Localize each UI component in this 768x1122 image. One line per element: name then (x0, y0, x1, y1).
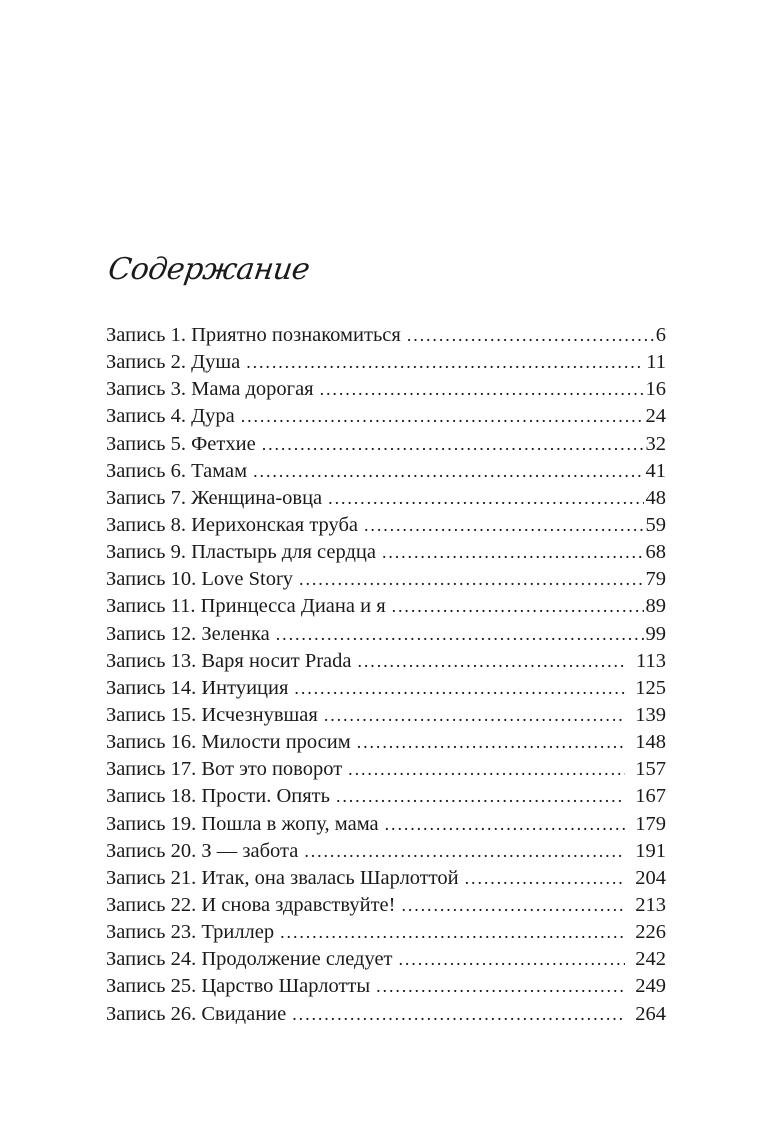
toc-entry-page-number: 125 (635, 676, 666, 699)
dot-leader (392, 593, 644, 620)
dot-leader (385, 811, 626, 838)
toc-entry-label: Запись 12. Зеленка (106, 622, 270, 645)
toc-entry-label: Запись 4. Дура (106, 405, 235, 428)
toc-entry-page-number: 6 (655, 324, 666, 346)
dot-leader (401, 892, 625, 919)
toc-entry-label: Запись 1. Приятно познакомиться (106, 324, 401, 346)
toc-entry-label: Запись 26. Свидание (106, 1002, 287, 1025)
toc-title: Содержание (106, 252, 312, 287)
toc-entry-label: Запись 8. Иерихонская труба (106, 513, 359, 536)
toc-entry (106, 403, 666, 430)
toc-entry-page-number: 99 (645, 622, 666, 645)
toc-entry-label: Запись 11. Принцесса Диана и я (106, 595, 386, 618)
toc-entry (106, 702, 666, 729)
toc-entry-label: Запись 18. Прости. Опять (106, 785, 330, 808)
toc-entry-label: Запись 6. Тамам (106, 459, 248, 482)
toc-entry (106, 512, 666, 539)
toc-entry (106, 729, 666, 756)
toc-entry-page-number: 139 (635, 703, 666, 726)
toc-entry-page-number: 249 (635, 975, 666, 998)
toc-entry-label: Запись 9. Пластырь для сердца (106, 541, 376, 564)
toc-entry-page-number: 167 (635, 785, 666, 808)
toc-entry (106, 322, 666, 349)
toc-entry (106, 892, 666, 919)
toc-entry-page-number: 148 (635, 731, 666, 754)
toc-entry-page-number: 32 (645, 432, 666, 455)
dot-leader (241, 403, 644, 430)
toc-entry-page-number: 213 (635, 893, 666, 916)
toc-entry-page-number: 68 (645, 541, 666, 564)
dot-leader (357, 729, 626, 756)
toc-entry-page-number: 204 (635, 866, 666, 889)
toc-entry (106, 566, 666, 593)
toc-entry-label: Запись 20. З — забота (106, 839, 299, 862)
toc-entry-label: Запись 21. Итак, она звалась Шарлоттой (106, 866, 459, 889)
toc-entry-label: Запись 17. Вот это поворот (106, 758, 343, 781)
toc-entry (106, 431, 666, 458)
dot-leader (253, 458, 643, 485)
toc-entry-page-number: 179 (635, 812, 666, 835)
toc-entry (106, 865, 666, 892)
toc-entry (106, 349, 666, 376)
toc-entry (106, 675, 666, 702)
toc-entry-label: Запись 16. Милости просим (106, 731, 351, 754)
toc-entry (106, 973, 666, 1000)
toc-entry (106, 593, 666, 620)
dot-leader (382, 539, 644, 566)
toc-entry-page-number: 191 (635, 839, 666, 862)
toc-entry-label: Запись 15. Исчезнувшая (106, 703, 318, 726)
toc-entry-label: Запись 2. Душа (106, 351, 241, 374)
dot-leader (299, 566, 643, 593)
toc-entry (106, 811, 666, 838)
dot-leader (262, 431, 644, 458)
toc-entry-page-number: 264 (635, 1002, 666, 1025)
dot-leader (292, 1001, 625, 1028)
toc-entry (106, 376, 666, 403)
toc-entry-page-number: 242 (635, 948, 666, 971)
toc-entry (106, 919, 666, 946)
toc-entry-page-number: 41 (645, 459, 666, 482)
toc-entry (106, 621, 666, 648)
toc-entry-label: Запись 25. Царство Шарлотты (106, 975, 371, 998)
toc-entry-label: Запись 5. Фетхие (106, 432, 256, 455)
toc-entry (106, 756, 666, 783)
dot-leader (336, 783, 625, 810)
toc-entry (106, 648, 666, 675)
dot-leader (294, 675, 625, 702)
dot-leader (465, 865, 626, 892)
toc-entry-label: Запись 7. Женщина-овца (106, 486, 323, 509)
toc-entry-label: Запись 10. Love Story (106, 568, 294, 591)
dot-leader (376, 973, 625, 1000)
toc-entry-label: Запись 3. Мама дорогая (106, 378, 314, 401)
dot-leader (328, 485, 643, 512)
toc-entry-page-number: 157 (635, 758, 666, 781)
toc-entry-page-number: 113 (636, 649, 666, 672)
dot-leader (324, 702, 625, 729)
dot-leader (358, 648, 627, 675)
toc-entry-page-number: 79 (645, 568, 666, 591)
toc-entry-label: Запись 24. Продолжение следует (106, 948, 393, 971)
toc-entry-page-number: 11 (646, 351, 666, 374)
toc-entry (106, 1001, 666, 1028)
dot-leader (246, 349, 644, 376)
toc-entry (106, 539, 666, 566)
toc-entry-page-number: 24 (645, 405, 666, 428)
toc-entry-page-number: 226 (635, 921, 666, 944)
dot-leader (348, 756, 625, 783)
toc-entry-label: Запись 22. И снова здравствуйте! (106, 893, 396, 916)
toc-entry-label: Запись 14. Интуиция (106, 676, 289, 699)
dot-leader (364, 512, 643, 539)
toc-entry (106, 838, 666, 865)
toc-entry (106, 458, 666, 485)
toc-entry-page-number: 48 (645, 486, 666, 509)
toc-list (106, 322, 666, 1028)
toc-entry-page-number: 16 (645, 378, 666, 401)
dot-leader (320, 376, 644, 403)
dot-leader (399, 946, 626, 973)
toc-entry (106, 946, 666, 973)
toc-entry-page-number: 89 (645, 595, 666, 618)
toc-entry-label: Запись 23. Триллер (106, 921, 275, 944)
toc-entry (106, 485, 666, 512)
dot-leader (276, 621, 644, 648)
toc-entry-label: Запись 13. Варя носит Prada (106, 649, 352, 672)
toc-entry-label: Запись 19. Пошла в жопу, мама (106, 812, 379, 835)
dot-leader (280, 919, 625, 946)
toc-entry-page-number: 59 (645, 513, 666, 536)
dot-leader (407, 322, 654, 349)
dot-leader (304, 838, 625, 865)
toc-entry (106, 783, 666, 810)
